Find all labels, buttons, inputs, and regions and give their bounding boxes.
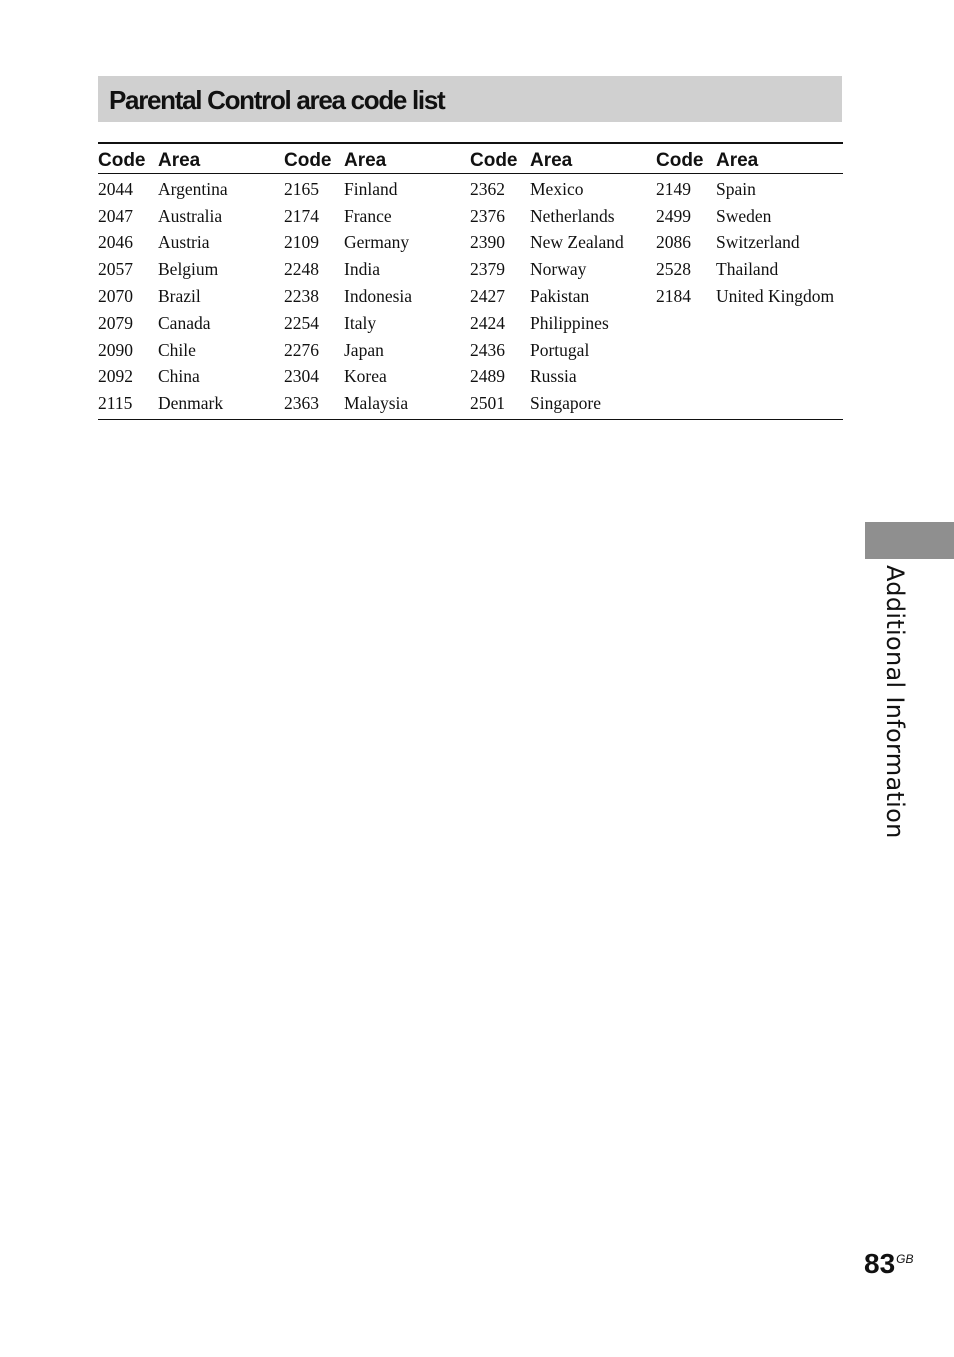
area-name-cell: Germany [344, 232, 410, 253]
area-code-cell: 2109 [284, 232, 319, 253]
area-name-cell [716, 337, 843, 364]
area-name-cell: Philippines [530, 312, 609, 333]
page-number-suffix: GB [896, 1252, 914, 1266]
section-title-bar [98, 76, 842, 122]
area-code-cell: 2390 [470, 232, 505, 253]
area-name-cell: Italy [344, 312, 377, 333]
area-code-cell: 2238 [284, 286, 319, 307]
area-code-cell: 2090 [98, 339, 133, 360]
area-name-cell: Netherlands [530, 205, 615, 226]
area-name-cell: China [158, 366, 200, 387]
area-code-cell: 2427 [470, 286, 505, 307]
column-header-area: Area [530, 143, 656, 174]
area-name-cell [716, 310, 843, 337]
area-name-cell: Canada [158, 312, 211, 333]
column-header-code: Code [284, 143, 344, 174]
area-code-cell: 2092 [98, 366, 133, 387]
table-row [98, 310, 843, 337]
area-name-cell [716, 390, 843, 419]
table-row [98, 203, 843, 230]
table-row [98, 364, 843, 391]
area-name-cell: Spain [716, 178, 756, 199]
area-code-cell: 2044 [98, 178, 133, 199]
area-code-cell: 2046 [98, 232, 133, 253]
table-row [98, 337, 843, 364]
area-code-cell: 2254 [284, 312, 319, 333]
area-code-cell: 2079 [98, 312, 133, 333]
column-header-code: Code [470, 143, 530, 174]
area-code-cell [656, 310, 716, 337]
area-code-cell: 2276 [284, 339, 319, 360]
area-code-cell: 2174 [284, 205, 319, 226]
area-name-cell: Mexico [530, 178, 584, 199]
area-name-cell: Malaysia [344, 390, 470, 419]
area-name-cell: Portugal [530, 339, 590, 360]
table-row [98, 174, 843, 203]
area-name-cell: Switzerland [716, 232, 800, 253]
area-name-cell: Finland [344, 178, 398, 199]
page-number [864, 1248, 914, 1280]
area-name-cell: Norway [530, 259, 587, 280]
area-code-cell [656, 390, 716, 419]
area-name-cell: Australia [158, 205, 223, 226]
area-name-cell: Indonesia [344, 286, 413, 307]
area-code-cell: 2047 [98, 205, 133, 226]
page-number-value: 83 [864, 1248, 896, 1279]
table-row [98, 390, 843, 419]
area-code-cell: 2363 [284, 390, 344, 419]
area-name-cell: Pakistan [530, 286, 590, 307]
section-side-label: Additional Information [881, 565, 909, 839]
table-row [98, 283, 843, 310]
area-code-cell: 2165 [284, 178, 319, 199]
column-header-code: Code [98, 143, 158, 174]
area-name-cell: India [344, 259, 380, 280]
area-code-cell [656, 337, 716, 364]
area-code-cell: 2528 [656, 259, 691, 280]
area-name-cell: Thailand [716, 259, 779, 280]
area-code-cell: 2304 [284, 366, 319, 387]
area-name-cell: Japan [344, 339, 384, 360]
area-name-cell: France [344, 205, 392, 226]
area-name-cell [716, 364, 843, 391]
area-name-cell: Korea [344, 366, 387, 387]
area-name-cell: Belgium [158, 259, 219, 280]
area-name-cell: Singapore [530, 390, 656, 419]
area-name-cell: New Zealand [530, 232, 624, 253]
area-code-cell: 2424 [470, 312, 505, 333]
area-name-cell: Brazil [158, 286, 201, 307]
area-code-cell: 2057 [98, 259, 133, 280]
area-code-cell: 2248 [284, 259, 319, 280]
area-name-cell: Argentina [158, 178, 228, 199]
column-header-area: Area [344, 143, 470, 174]
area-code-cell: 2115 [98, 390, 158, 419]
area-code-cell: 2086 [656, 232, 691, 253]
area-code-cell: 2149 [656, 178, 691, 199]
column-header-code: Code [656, 143, 716, 174]
area-name-cell: Chile [158, 339, 196, 360]
area-code-cell: 2489 [470, 366, 505, 387]
column-header-area: Area [158, 143, 284, 174]
area-name-cell: Denmark [158, 390, 284, 419]
table-row [98, 256, 843, 283]
section-title: Parental Control area code list [109, 85, 445, 115]
area-code-cell: 2501 [470, 390, 530, 419]
table-row [98, 230, 843, 257]
area-name-cell: United Kingdom [716, 286, 835, 307]
area-name-cell: Sweden [716, 205, 772, 226]
area-code-cell [656, 364, 716, 391]
area-code-cell: 2499 [656, 205, 691, 226]
area-code-cell: 2070 [98, 286, 133, 307]
area-code-cell: 2376 [470, 205, 505, 226]
area-code-cell: 2184 [656, 286, 691, 307]
area-name-cell: Austria [158, 232, 210, 253]
area-code-cell: 2379 [470, 259, 505, 280]
section-tab-marker [865, 522, 954, 559]
column-header-area: Area [716, 143, 843, 174]
table-header-row [98, 143, 843, 174]
area-name-cell: Russia [530, 366, 577, 387]
area-code-cell: 2436 [470, 339, 505, 360]
area-code-cell: 2362 [470, 178, 505, 199]
area-code-table [98, 142, 843, 420]
